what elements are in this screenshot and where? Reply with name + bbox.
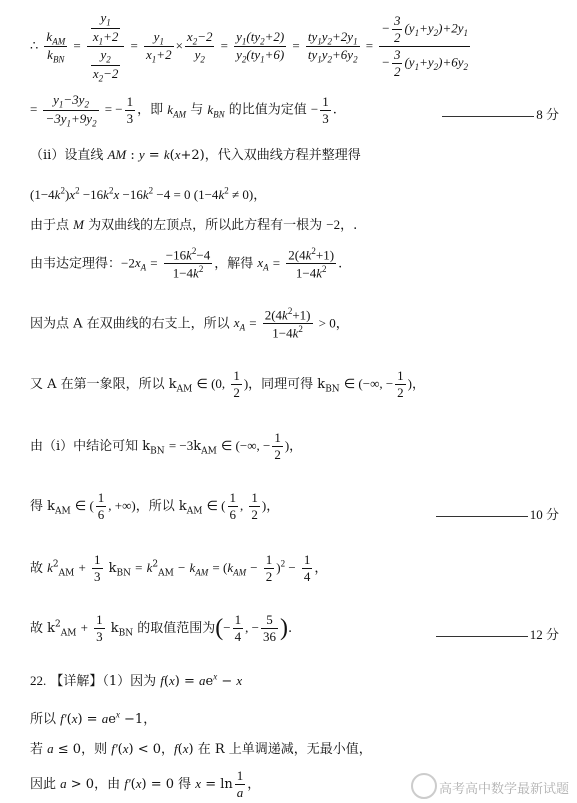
- derivation-line-11: 故 $k^2_{AM}$ + $\frac{1}{3}$ $k_{BN} = k^2_{AM} - k_{AM} = (k_{AM}$ − $\frac{1}{2}$ )$^2$ − $\frac{1}{4}$ ，: [30, 552, 328, 584]
- derivation-line-4: $(1-4k^2)x^2 -16k^2x -16k^2 -4 = 0$ $(1-4k^2 \ne 0)$，: [30, 185, 267, 203]
- score-12: 12 分: [436, 624, 559, 643]
- derivation-line-7: 因为点 A 在双曲线的右支上，所以 $x_A$ = $\frac{2(4k^2+1)}{1-4k^2}$ > 0，: [30, 306, 349, 341]
- derivation-line-12: 故 $k^2_{AM}$ + $\frac{1}{3}$ $k_{BN}$ 的取值范围为(− $\frac{1}{4}$ , − $\frac{5}{36}$ ).: [30, 612, 293, 644]
- score-10: 10 分: [436, 504, 559, 523]
- score-8: 8 分: [442, 104, 559, 123]
- solution-22-header: 22. 【详解】（1）因为 $f(x) = ae^x - x$: [30, 671, 243, 689]
- derivation-line-8: 又 A 在第一象限，所以 $k_{AM}$ ∈ (0, $\frac{1}{2}$ )，同理可得 $k_{BN}$ ∈ (−∞, − $\frac{1}{2}$ )，: [30, 368, 426, 400]
- derivation-line-14: 所以 $f'(x) = ae^x -1$，: [30, 709, 157, 727]
- derivation-line-1: ∴ $\frac{k_{AM}}{k_{BN}}$ = $\frac{\frac{y_1}{x_1+2}}{\frac{y_2}{x_2-2}}$ = $\frac{y_1}{x_1+2}$ × $\frac{x_2-2}{y_2}$ = $\frac{y_1(ty_2+2)}{y_2(ty_1+6)}$ = $\frac{ty_1y_2+2y_1}{ty_1y_2+6y_2}$ = − $\frac{3}{2}$ $(y_1+y_2)+2y_1$ − $\frac{3}{2}$ $(y_1+y_2)+6y_2$: [30, 10, 468, 84]
- derivation-line-10: 得 $k_{AM}$ ∈ ( $\frac{1}{6}$ , +∞)，所以 $k_{AM}$ ∈ ( $\frac{1}{6}$ , $\frac{1}{2}$ )，: [30, 490, 280, 522]
- watermark-logo-icon: [411, 773, 437, 799]
- derivation-line-9: 由（i）中结论可知 $k_{BN} = -3k_{AM}$ ∈ (−∞, − $\frac{1}{2}$ )，: [30, 430, 303, 462]
- derivation-line-16: 因此 a > 0，由 f′(x) = 0 得 x = ln $\frac{1}{a}$ ，: [30, 768, 261, 800]
- watermark-text: 高考高中数学最新试题: [438, 782, 569, 797]
- derivation-line-15: 若 a ≤ 0，则 f′(x) < 0，f(x) 在 R 上单调递减，无最小值，: [30, 741, 372, 757]
- derivation-line-5: 由于点 M 为双曲线的左顶点，所以此方程有一根为 −2，.: [30, 217, 358, 233]
- derivation-line-3: （ii）设直线 AM : y = k(x+2)，代入双曲线方程并整理得: [30, 147, 361, 163]
- derivation-line-6: 由韦达定理得：$-2x_A$ = $\frac{-16k^2-4}{1-4k^2}$ ，解得 $x_A$ = $\frac{2(4k^2+1)}{1-4k^2}$ .: [30, 246, 343, 281]
- derivation-line-2: = $\frac{y_1-3y_2}{-3y_1+9y_2}$ = − $\frac{1}{3}$ ，即 $k_{AM}$ 与 $k_{BN}$ 的比值为定值 − $\frac{1}{3}$ .: [30, 92, 337, 129]
